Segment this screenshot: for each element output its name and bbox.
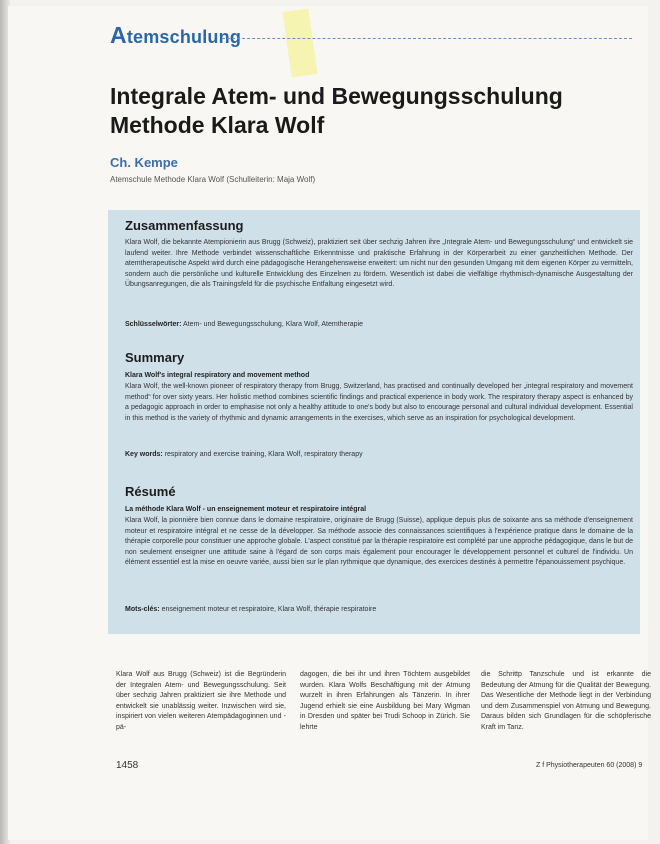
zusammenfassung-keywords-label: Schlüsselwörter: [125, 321, 182, 328]
author: Ch. Kempe [110, 155, 178, 170]
section-label [110, 22, 241, 49]
resume-keywords-label: Mots-clés: [125, 606, 160, 613]
section-rule [222, 38, 632, 39]
page-number: 1458 [116, 760, 139, 771]
journal-reference: Z f Physiotherapeuten 60 (2008) 9 [536, 762, 643, 769]
zusammenfassung-keywords-text: Atem- und Bewegungsschulung, Klara Wolf, Atemtherapie [182, 321, 364, 328]
zusammenfassung-keywords [125, 321, 633, 328]
resume-keywords [125, 606, 633, 613]
resume-heading: Résumé [125, 484, 176, 499]
summary-heading: Summary [125, 350, 185, 365]
body-column-3: die Schrittp Tanzschule und ist erkannte die Bedeutung der Atmung für die Qualität der Bewegung. Das Wesentliche der Methode liegt in der Verbindung und dem Zusammenspiel von Atmung und Bewegung. Daraus bilden sich Grundlagen für die schöpferische Kraft im Tanz. [481, 671, 651, 731]
article-title: Integrale Atem- und Bewegungsschulung Methode Klara Wolf [110, 83, 563, 138]
resume-text: Klara Wolf, la pionnière bien connue dans le domaine respiratoire, originaire de Brugg (Suisse), applique depuis plus de soixante ans sa méthode d'enseignement moteur et respiratoire intégral et ne cesse de la développer. Sa méthode associe des connaissances scientifiques à l'expérience pratique dans le domaine de la thérapie corporelle pour constituer une approche globale. L'aspect constitué par la thérapie respiratoire est complété par une approche pédagogique, dans le but de non seulement enseigner une attitude saine à l'égard de son corps mais également pour encourager le développement personnel et culturel de l'individu. Un élément essentiel est la mise en oeuvre variée, aussi bien sur le plan rythmique que dynamique, des exercices destinés à permettre l'épanouissement psychique. [125, 517, 633, 566]
section-label-rest: temschulung [126, 27, 242, 47]
summary-text: Klara Wolf, the well-known pioneer of respiratory therapy from Brugg, Switzerland, has practised and continually developed her „integral respiratory and movement method“ for over sixty years. Her holistic method combines scientific findings and practical experience in body work. The respiratory therapy aspect is enhanced by a pedagogic approach in order to emphasise not only a healthy attitude to one's body but also to encourage personal and cultural individual development. Essential in this method is the variety of rhythmic and dynamic arrangements in the exercises, which serve as an inspiration for psychological development. [125, 383, 633, 422]
zusammenfassung-heading: Zusammenfassung [125, 218, 244, 233]
body-column-1: Klara Wolf aus Brugg (Schweiz) ist die Begründerin der Integralen Atem- und Bewegungsschulung. Seit über sechzig Jahren praktiziert sie ihre Methode und entwickelt sie unablässig weiter. Inzwischen wird sie, inspiriert von vielen weiteren Atempädagoginnen und -pä- [116, 671, 286, 731]
affiliation: Atemschule Methode Klara Wolf (Schulleiterin: Maja Wolf) [110, 175, 316, 184]
resume-subtitle: La méthode Klara Wolf - un enseignement moteur et respiratoire intégral [125, 506, 367, 513]
zusammenfassung-text: Klara Wolf, die bekannte Atempionierin aus Brugg (Schweiz), praktiziert seit über sechzig Jahren ihre „Integrale Atem- und Bewegungsschulung“ und entwickelt sie laufend weiter. Ihre Methode verbindet wissenschaftliche Erkenntnisse und praktische Erfahrung in der Körperarbeit zu einer ganzheitlichen Methode. Der atemtherapeutische Aspekt wird durch eine pädagogische Herangehensweise erweitert: um nicht nur den gesunden Umgang mit dem eigenen Körper zu vermitteln, sondern auch die persönliche und kulturelle Entwicklung des Einzelnen zu fördern. Wesentlich ist dabei die vielfältige rhythmisch-dynamische Ausgestaltung der Übungsanregungen, die als Trainingsfeld für die psychische Entfaltung eingesetzt wird. [125, 239, 633, 288]
section-label-initial: A [110, 22, 127, 48]
resume-keywords-text: enseignement moteur et respiratoire, Klara Wolf, thérapie respiratoire [161, 606, 377, 613]
summary-keywords-label: Key words: [125, 451, 163, 458]
body-column-2: dagogen, die bei ihr und ihren Töchtern ausgebildet wurden. Klara Wolfs Beschäftigung mit der Atmung wurzelt in ihren Erfahrungen als Tänzerin. In ihrer Jugend erhielt sie eine Ausbildung bei Mary Wigman in Dresden und später bei Trudi Schoop in Zürich. Sie lehrte [300, 671, 470, 731]
summary-subtitle: Klara Wolf's integral respiratory and movement method [125, 372, 310, 379]
summary-keywords [125, 451, 633, 458]
summary-keywords-text: respiratory and exercise training, Klara Wolf, respiratory therapy [164, 451, 363, 458]
